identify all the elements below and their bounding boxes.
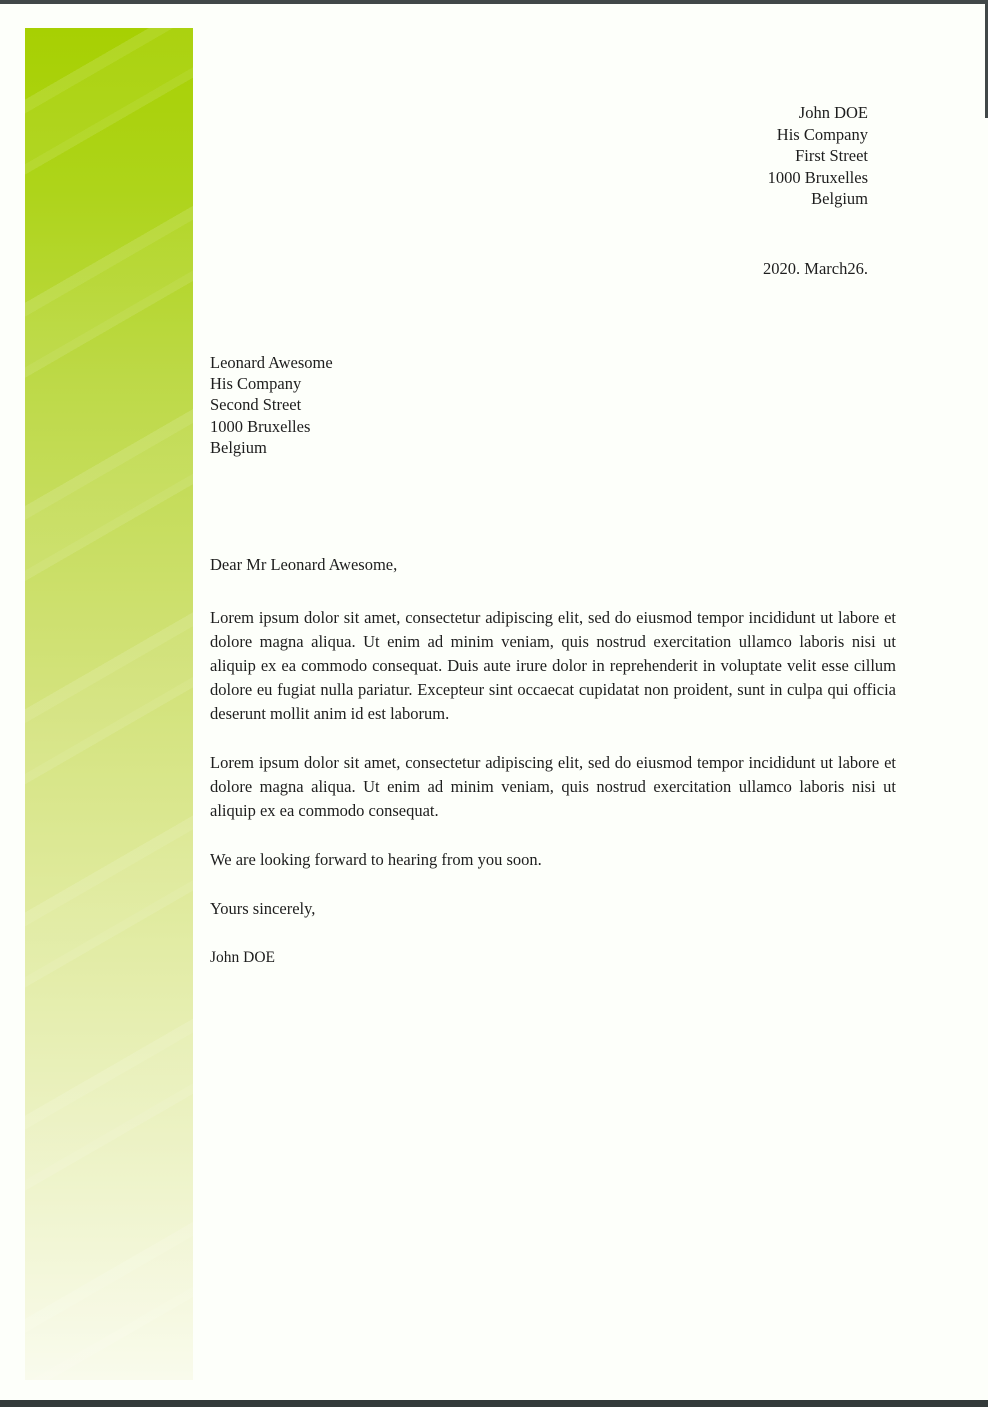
body-paragraph-2: Lorem ipsum dolor sit amet, consectetur adipiscing elit, sed do eiusmod tempor incididunt ut labore et dolore magna aliqua. Ut enim ad minim veniam, quis nostrud exercitation ullamco laboris nisi ut aliquip ex ea commodo consequat. <box>210 753 896 820</box>
letter-body <box>210 553 896 970</box>
salutation: Dear Mr Leonard Awesome, <box>210 555 398 574</box>
sender-address <box>768 102 868 210</box>
sender-company: His Company <box>776 124 868 144</box>
sender-street: First Street <box>795 146 868 166</box>
page-bottom-edge <box>0 1400 988 1407</box>
valediction: Yours sincerely, <box>210 899 316 918</box>
sender-city: 1000 Bruxelles <box>767 167 868 187</box>
letterhead-gradient-bar <box>25 28 193 1380</box>
closing-line: We are looking forward to hearing from you soon. <box>210 850 542 869</box>
recipient-city: 1000 Bruxelles <box>210 416 311 436</box>
recipient-country: Belgium <box>210 437 267 457</box>
signature: John DOE <box>210 949 276 966</box>
recipient-street: Second Street <box>210 395 302 415</box>
recipient-address <box>210 352 333 458</box>
letter-date: 2020. March26. <box>763 259 868 278</box>
page-top-edge <box>0 0 988 4</box>
body-paragraph-1: Lorem ipsum dolor sit amet, consectetur adipiscing elit, sed do eiusmod tempor incididunt ut labore et dolore magna aliqua. Ut enim ad minim veniam, quis nostrud exercitation ullamco laboris nisi ut aliquip ex ea commodo consequat. Duis aute irure dolor in reprehenderit in voluptate velit esse cillum dolore eu fugiat nulla pariatur. Excepteur sint occaecat cupidatat non proident, sunt in culpa qui officia deserunt mollit anim id est laborum. <box>210 608 896 723</box>
sender-name: John DOE <box>798 103 868 122</box>
sender-country: Belgium <box>811 189 868 209</box>
recipient-name: Leonard Awesome <box>210 353 333 372</box>
recipient-company: His Company <box>210 374 302 394</box>
